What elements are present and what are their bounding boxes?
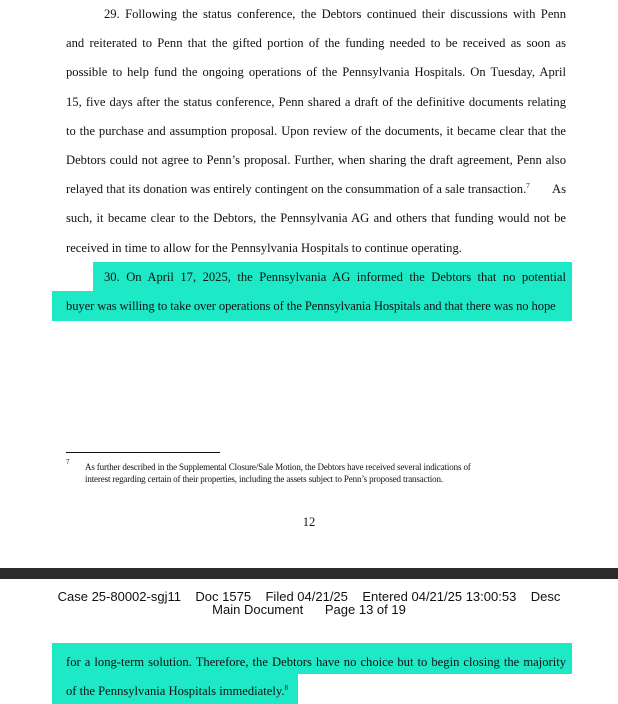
continuation-line-1: for a long-term solution. Therefore, the Debtors have no choice but to begin closing the majority bbox=[66, 655, 566, 669]
para-29-line-7-text: relayed that its donation was entirely contingent on the consummation of a sale transaction. bbox=[66, 182, 527, 196]
continuation-line-2-text: of the Pennsylvania Hospitals immediately. bbox=[66, 684, 285, 698]
para-29-line-5: to the purchase and assumption proposal. Upon review of the documents, it became clear that the bbox=[66, 124, 566, 138]
para-29-line-4: 15, five days after the status conference, Penn shared a draft of the definitive documents relating bbox=[66, 95, 566, 109]
page-number: 12 bbox=[302, 515, 316, 529]
para-30-line-1: 30. On April 17, 2025, the Pennsylvania AG informed the Debtors that no potential bbox=[104, 270, 566, 284]
para-29-line-9: received in time to allow for the Pennsylvania Hospitals to continue operating. bbox=[66, 241, 462, 255]
para-29-line-7-tail: As bbox=[552, 182, 566, 196]
page-separator bbox=[0, 568, 618, 579]
footnote-ref-8[interactable]: 8 bbox=[284, 683, 288, 692]
para-29-line-7 bbox=[66, 181, 566, 197]
footnote-number: 7 bbox=[66, 458, 70, 466]
para-29-line-3: possible to help fund the ongoing operations of the Pennsylvania Hospitals. On Tuesday, April bbox=[66, 65, 566, 79]
footnote-text-1: As further described in the Supplemental Closure/Sale Motion, the Debtors have received several indications of bbox=[85, 462, 471, 472]
footnote-rule bbox=[66, 452, 220, 453]
para-29-line-8: such, it became clear to the Debtors, the Pennsylvania AG and others that funding would not be bbox=[66, 211, 566, 225]
case-header-line-1: Case 25-80002-sgj11 Doc 1575 Filed 04/21/25 Entered 04/21/25 13:00:53 Desc bbox=[57, 589, 561, 604]
para-30-line-2: buyer was willing to take over operations of the Pennsylvania Hospitals and that there was no hope bbox=[66, 299, 556, 313]
continuation-line-2 bbox=[66, 683, 566, 699]
para-29-line-6: Debtors could not agree to Penn’s proposal. Further, when sharing the draft agreement, Penn also bbox=[66, 153, 566, 167]
footnote-line-1 bbox=[66, 459, 566, 471]
para-29-line-2: and reiterated to Penn that the gifted portion of the funding needed to be received as soon as bbox=[66, 36, 566, 50]
para-29-line-1: 29. Following the status conference, the Debtors continued their discussions with Penn bbox=[104, 7, 566, 21]
footnote-text-2: interest regarding certain of their properties, including the assets subject to Penn’s proposed transaction. bbox=[85, 474, 443, 484]
footnote-ref-7[interactable]: 7 bbox=[526, 181, 530, 190]
case-header-line-2: Main Document Page 13 of 19 bbox=[212, 602, 406, 617]
